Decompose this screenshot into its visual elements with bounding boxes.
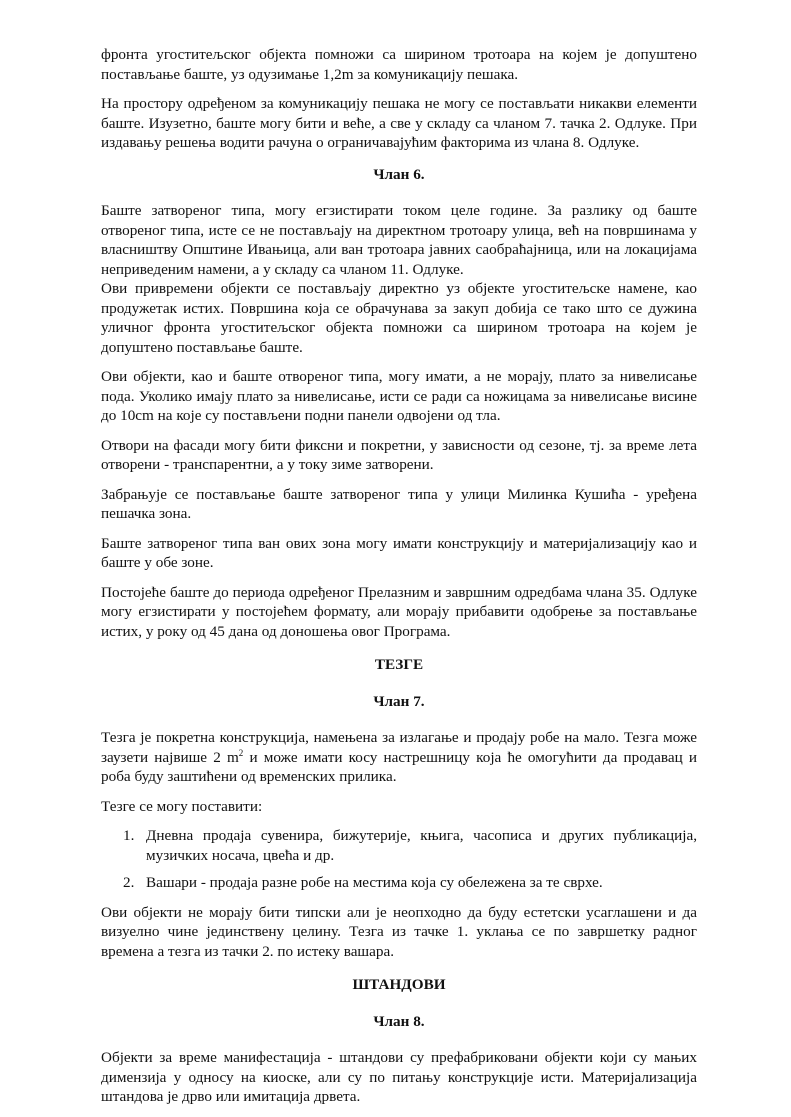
document-page xyxy=(101,45,697,1117)
paragraph: Ови привремени објекти се постављају директно уз објекте угоститељске намене, као продужетак истих. Површина која се обрачунава за закуп добија се тако што се дужина уличног фронта угоститељског објекта помножи са ширином тротоара на којем је допуштено постављање баште. xyxy=(101,280,697,356)
paragraph: Баште затвореног типа, могу егзистирати током целе године. За разлику од баште отвореног типа, исте се не постављају на директном тротоару улица, већ на површинама у власништву Општине Ивањица, али ван тротоара јавних саобраћајница, или на локацијама неприведеним намени, а у складу са чланом 11. Одлуке. xyxy=(101,202,697,278)
superscript: 2 xyxy=(238,747,244,758)
paragraph xyxy=(101,728,697,787)
list-item-text: Дневна продаја сувенира, бижутерије, књига, часописа и других публикација, музичких носача, цвећа и др. xyxy=(146,827,697,864)
paragraph: На простору одређеном за комуникацију пешака не могу се постављати никакви елементи баште. Изузетно, баште могу бити и веће, а све у складу са чланом 7. тачка 2. Одлуке. При издавању решења водити рачуна о ограничавајућим факторима из члана 8. Одлуке. xyxy=(101,95,697,151)
list-item-text: Вашари - продаја разне робе на местима која су обележена за те сврхе. xyxy=(146,874,603,891)
paragraph: Тезге се могу поставити: xyxy=(101,797,263,815)
list-item xyxy=(101,873,697,893)
paragraph: Ови објекти не морају бити типски али је неопходно да буду естетски усаглашени и да визуелно чине јединствену целину. Тезга из тачке 1. уклања се по завршетку радног времена а тезга из тачки 2. по истеку вашара. xyxy=(101,903,697,960)
paragraph: Постојеће баште до периода одређеног Прелазним и завршним одредбама члана 35. Одлуке могу егзистирати у постојећем формату, али морају прибавити одобрење за постављање истих, у року од 45 дана од доношења овог Програма. xyxy=(101,583,697,640)
list-item-number: 2. xyxy=(123,874,135,891)
article-heading-6: Члан 6. xyxy=(373,165,425,183)
paragraph-text: и може имати косу настрешницу која ће омогућити да продавац и роба буду заштићени од временских прилика. xyxy=(101,748,698,785)
paragraph-text: Тезга је покретна конструкција, намењена за излагање и продају робе на мало. Тезга може заузети највише 2 m xyxy=(101,729,697,766)
paragraph: Ови објекти, као и баште отвореног типа, могу имати, а не морају, плато за нивелисање пода. Уколико имају плато за нивелисање, исти се ради са ножицама за нивелисање висине до 10cm на које су постављени подни панели одвојени од тла. xyxy=(101,368,697,424)
numbered-list xyxy=(101,826,697,893)
list-item xyxy=(101,826,697,865)
paragraph: Забрањује се постављање баште затвореног типа у улици Милинка Кушића - уређена пешачка зона. xyxy=(101,485,697,522)
article-heading-8: Члан 8. xyxy=(373,1012,425,1030)
paragraph: Отвори на фасади могу бити фиксни и покретни, у зависности од сезоне, тј. за време лета отворени - транспарентни, а у току зиме затворени. xyxy=(101,436,697,473)
section-heading-tezge: ТЕЗГЕ xyxy=(374,656,424,673)
paragraph: фронта угоститељског објекта помножи са ширином тротоара на којем је допуштено постављање баште, уз одузимање 1,2m за комуникацију пешака. xyxy=(101,46,697,83)
paragraph: Објекти за време манифестација - штандови су префабриковани објекти који су мањих димензија у односу на киоске, али су по питању конструкције исти. Материјализација штандова је дрво или имитација дрвета. xyxy=(101,1049,697,1105)
section-heading-standovi: ШТАНДОВИ xyxy=(352,976,446,993)
paragraph: Баште затвореног типа ван ових зона могу имати конструкцију и материјализацију као и баште у обе зоне. xyxy=(101,534,697,571)
article-heading-7: Члан 7. xyxy=(373,692,425,710)
list-item-number: 1. xyxy=(123,827,135,844)
